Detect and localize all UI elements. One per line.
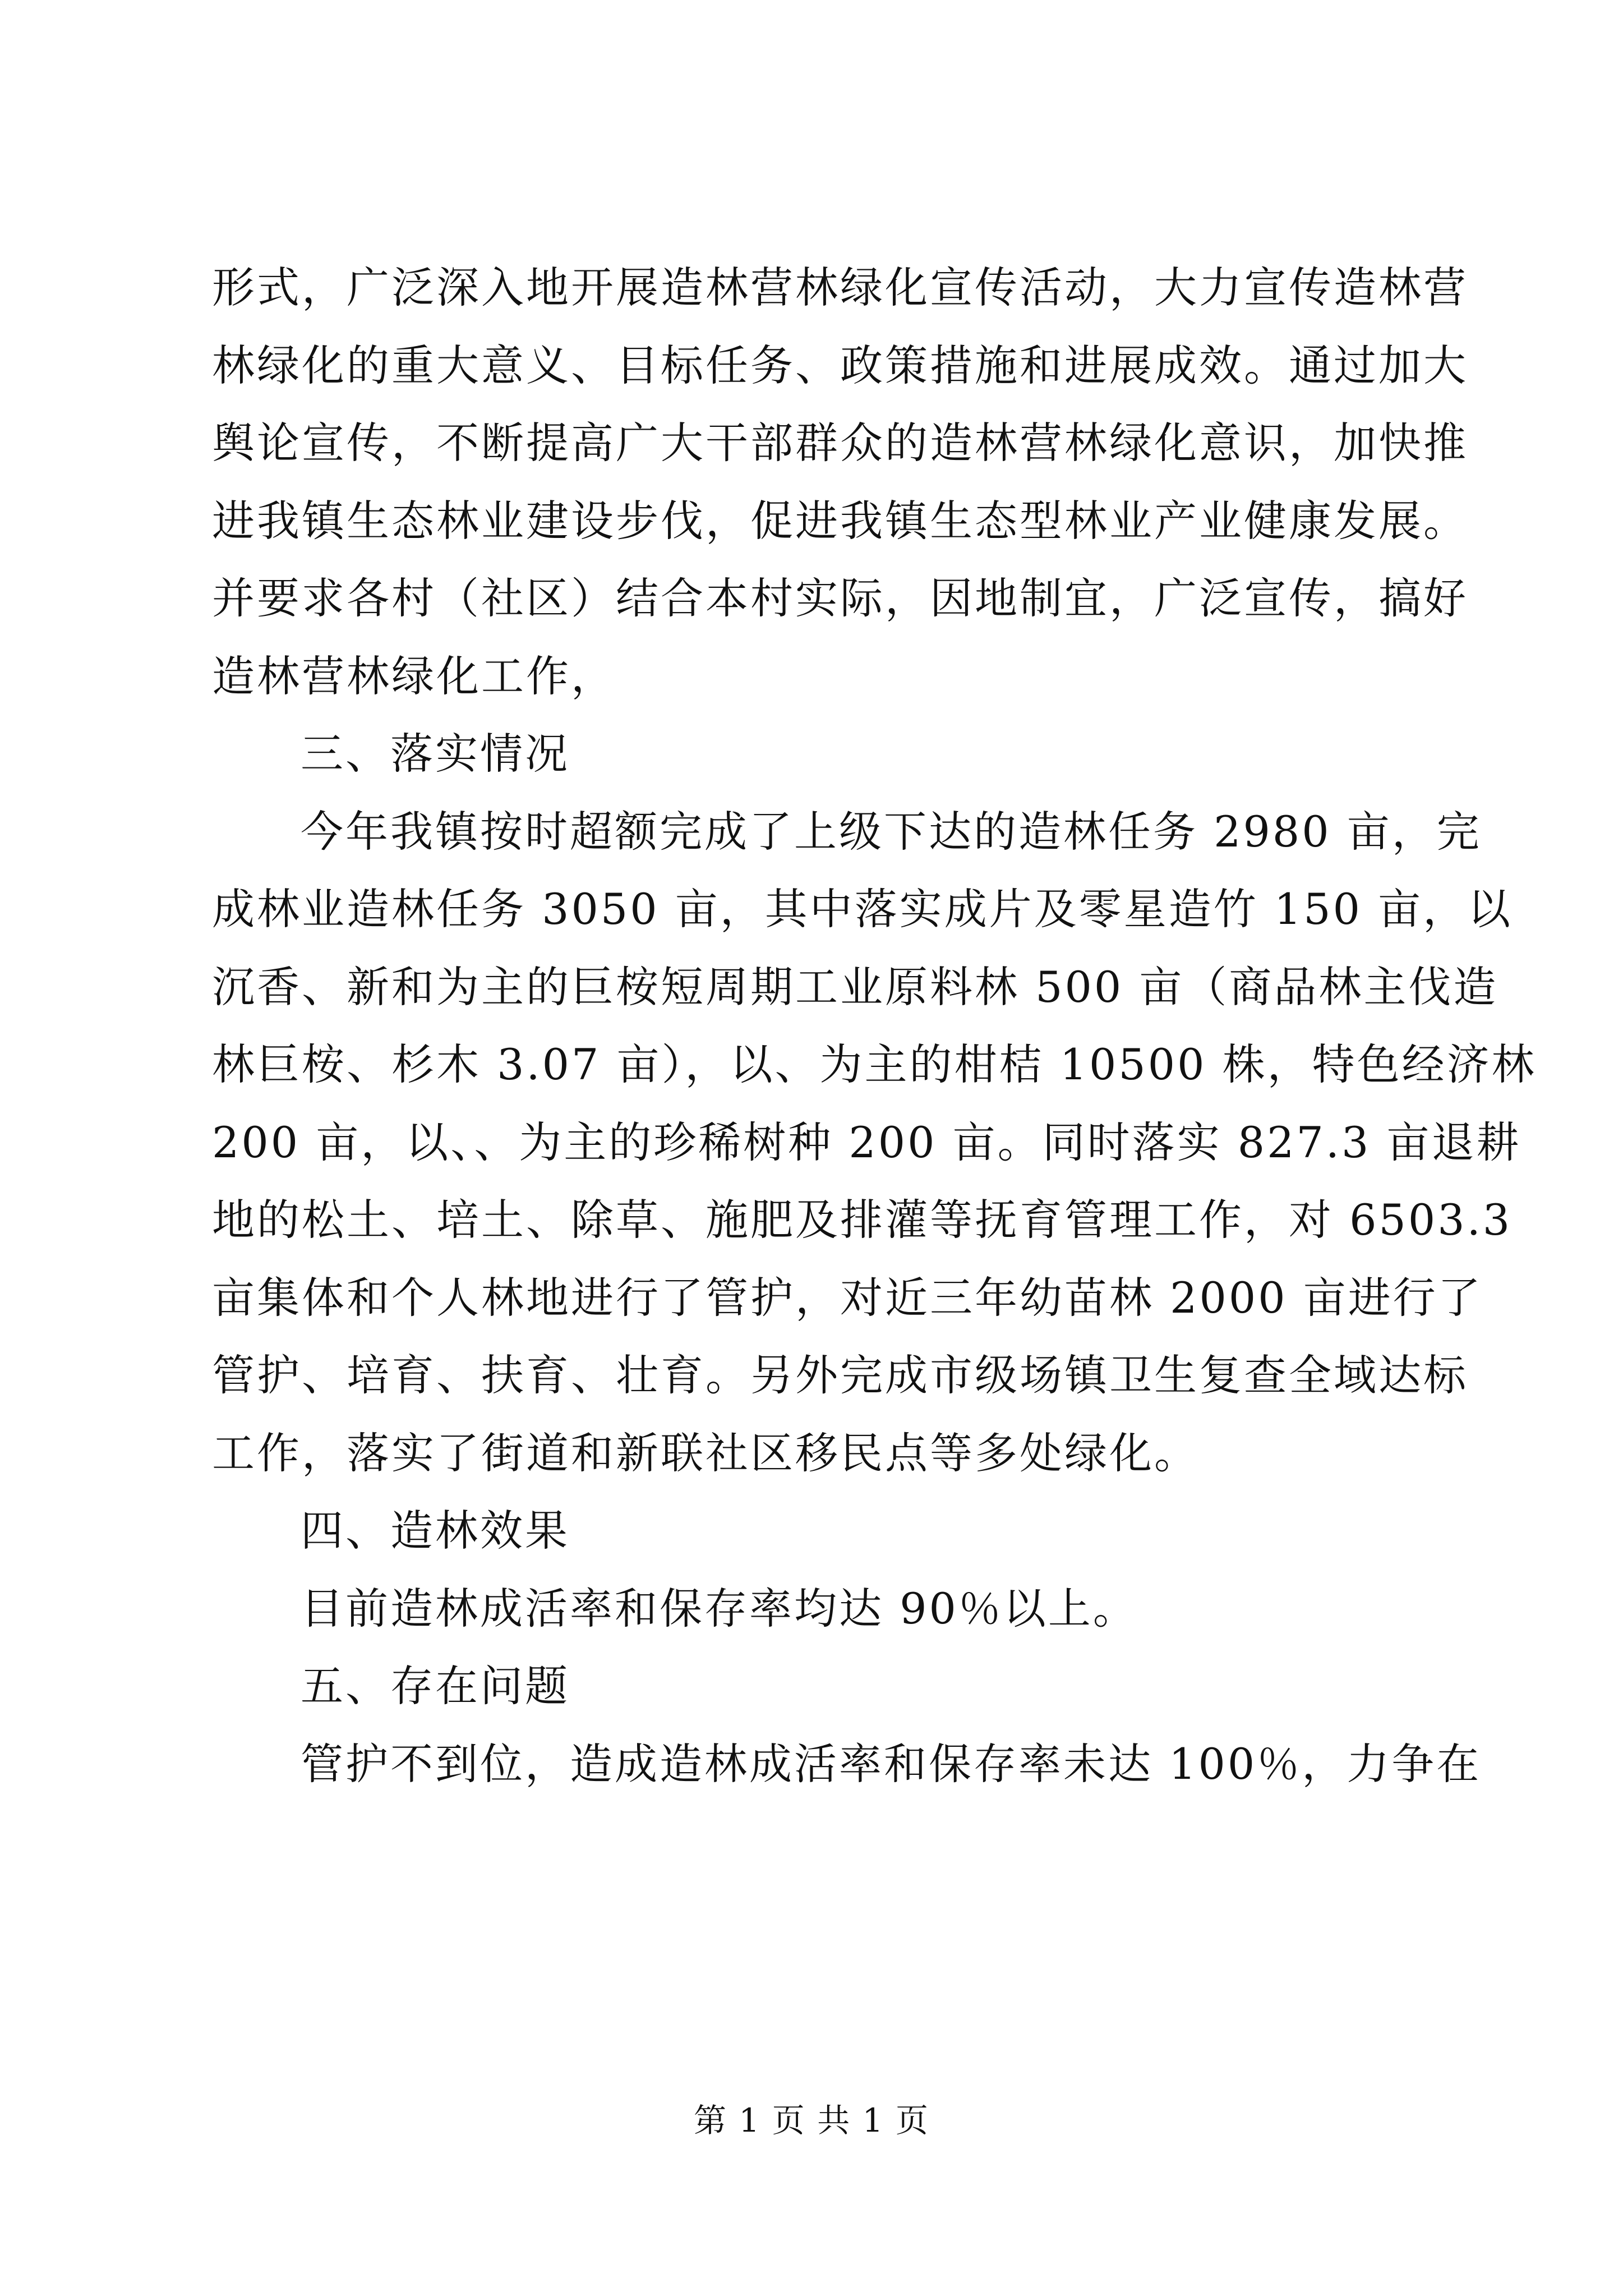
text-line: 林巨桉、杉木 3.07 亩），以、为主的柑桔 10500 株，特色经济林 bbox=[212, 1039, 1537, 1089]
text-line: 200 亩，以、、为主的珍稀树种 200 亩。同时落实 827.3 亩退耕 bbox=[212, 1117, 1521, 1167]
text-line: 目前造林成活率和保存率均达 90％以上。 bbox=[301, 1583, 1138, 1634]
text-line: 亩集体和个人林地进行了管护，对近三年幼苗林 2000 亩进行了 bbox=[212, 1272, 1483, 1323]
text-line: 管护、培育、扶育、壮育。另外完成市级场镇卫生复查全域达标 bbox=[212, 1350, 1468, 1400]
text-line: 地的松土、培土、除草、施肥及排灌等抚育管理工作，对 6503.3 bbox=[212, 1195, 1513, 1245]
section-heading: 四、造林效果 bbox=[301, 1506, 570, 1556]
section-heading: 五、存在问题 bbox=[301, 1661, 570, 1711]
body-text bbox=[212, 249, 1537, 1803]
text-line: 林绿化的重大意义、目标任务、政策措施和进展成效。通过加大 bbox=[212, 340, 1468, 390]
text-line: 成林业造林任务 3050 亩，其中落实成片及零星造竹 150 亩，以 bbox=[212, 884, 1513, 934]
text-line: 造林营林绿化工作， bbox=[212, 651, 616, 701]
text-line: 沉香、新和为主的巨桉短周期工业原料林 500 亩（商品林主伐造 bbox=[212, 961, 1498, 1012]
text-line: 并要求各村（社区）结合本村实际，因地制宜，广泛宣传，搞好 bbox=[212, 573, 1468, 623]
text-line: 管护不到位，造成造林成活率和保存率未达 100％，力争在 bbox=[301, 1738, 1482, 1789]
text-line: 进我镇生态林业建设步伐，促进我镇生态型林业产业健康发展。 bbox=[212, 495, 1468, 546]
text-line: 工作，落实了街道和新联社区移民点等多处绿化。 bbox=[212, 1428, 1199, 1478]
text-line: 舆论宣传，不断提高广大干部群众的造林营林绿化意识，加快推 bbox=[212, 418, 1468, 468]
section-heading: 三、落实情况 bbox=[301, 729, 570, 779]
text-line: 今年我镇按时超额完成了上级下达的造林任务 2980 亩，完 bbox=[301, 806, 1482, 857]
page-footer: 第 1 页 共 1 页 bbox=[694, 2101, 929, 2139]
text-line: 形式，广泛深入地开展造林营林绿化宣传活动，大力宣传造林营 bbox=[212, 263, 1468, 312]
